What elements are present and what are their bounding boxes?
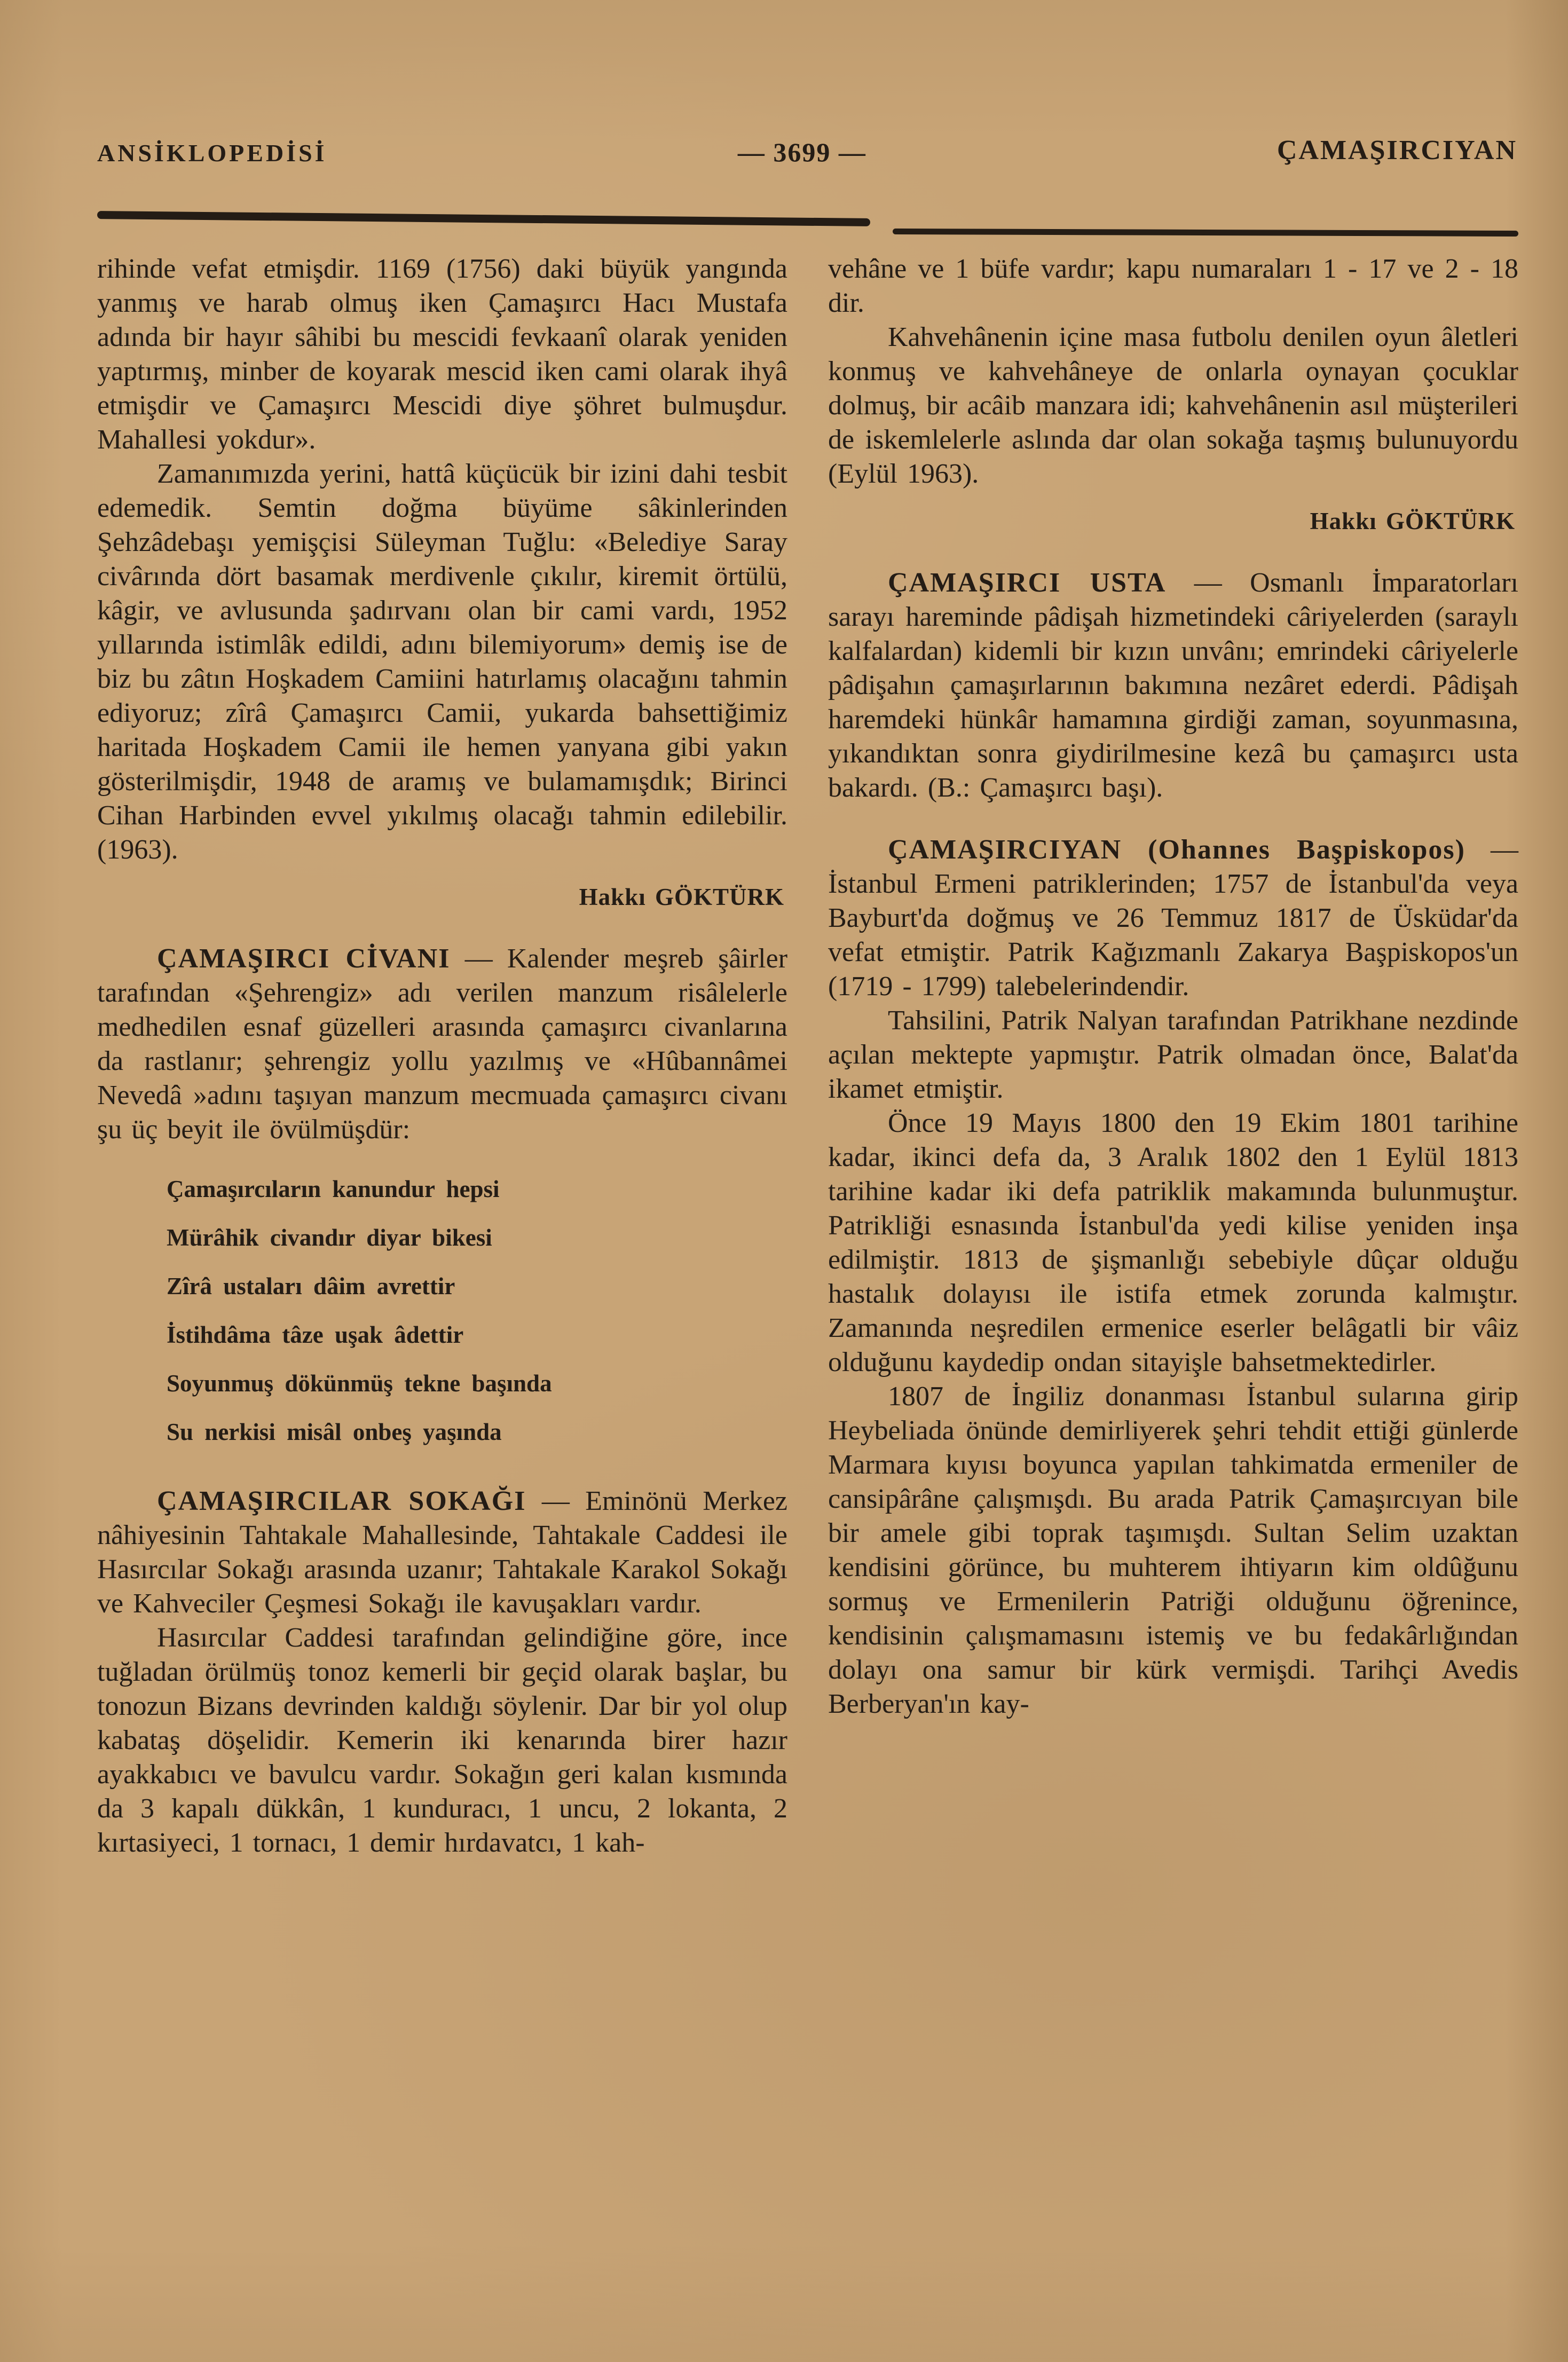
page-columns [97,252,1518,1860]
entry-title: ÇAMAŞIRCI CİVANI [157,943,451,974]
poem-line: Su nerkisi misâl onbeş yaşında [167,1419,502,1445]
entry-text: — Kalender meşreb şâirler tarafından «Şehrengiz» adı verilen manzum risâlelerle medhedilen esnaf güzelleri arasında çamaşırcı civanlarına da rastlanır; şehrengiz yollu yazılmış ve «Hûbannâmei Nevedâ »adını taşıyan manzum mecmuada çamaşırcı civanı şu üç beyit ile övülmüşdür: [97,943,788,1145]
right-column [828,252,1518,1860]
poem-line: İstihdâma tâze uşak âdettir [167,1321,464,1348]
header-rule-right [893,229,1518,237]
entry-title: ÇAMAŞIRCI USTA [888,568,1167,598]
poem-line: Çamaşırcıların kanundur hepsi [167,1176,500,1202]
entry-text: — Osmanlı İmparatorları sarayı hareminde pâdişah hizmetindeki câriyelerden (saraylı kalfalardan) kidemli bir kızın unvânı; emrindeki câriyelerle pâdişahın çamaşırlarının bakımına nezâret ederdi. Pâdişah haremdeki hünkâr hamamına girdiği zaman, soyunmasına, yıkandıktan sonra giydirilmesine kezâ bu çamaşırcı usta bakardı. (B.: Çamaşırcı başı). [828,568,1518,803]
paragraph: 1807 de İngiliz donanması İstanbul sularına girip Heybeliada önünde demirliyerek şehri tehdit ettiği günlerde Marmara kıyısı boyunca yapılan tahkimatda ermeniler de cansipârâne çalışmışdı. Bu arada Patrik Çamaşırcıyan bile bir amele gibi toprak taşımışdı. Sultan Selim uzaktan kendisini görünce, bu muhterem ihtiyarın kim oldûğunu sormuş ve Ermenilerin Patriği olduğunu öğrenince, kendisinin çalışmamasını istemiş ve bu fedakârlığından dolayı ona samur bir kürk vermişdi. Tarihçi Avedis Berberyan'ın kay- [828,1381,1518,1719]
paragraph: Kahvehânenin içine masa futbolu denilen oyun âletleri konmuş ve kahvehâneye de onlarla oynayan çocuklar dolmuş, bir acâib manzara idi; kahvehânenin asıl müşterileri de iskemlelerle aslında dar olan sokağa taşmış bulunuyordu (Eylül 1963). [828,322,1518,489]
paragraph: Hasırcılar Caddesi tarafından gelindiğine göre, ince tuğladan örülmüş tonoz kemerli bir geçid olarak başlar, bu tonozun Bizans devrinden kaldığı söylenir. Dar bir yol olup kabataş döşelidir. Kemerin iki kenarında birer hazır ayakkabıcı ve bavulcu vardır. Sokağın geri kalan kısmında da 3 kapalı dükkân, 1 kunduracı, 1 uncu, 2 lokanta, 2 kırtasiyeci, 1 tornacı, 1 demir hırdavatcı, 1 kah- [97,1623,787,1858]
poem-line: Mürâhik civandır diyar bikesi [167,1224,492,1251]
poem-line: Soyunmuş dökünmüş tekne başında [167,1370,552,1397]
header-title: ANSİKLOPEDİSİ [97,139,327,167]
header-rule-left [97,211,870,226]
author-signature: Hakkı GÖKTÜRK [1310,508,1515,534]
entry-title: ÇAMAŞIRCIYAN (Ohannes Başpiskopos) [888,834,1465,865]
entry-text: — İstanbul Ermeni patriklerinden; 1757 de İstanbul'da veya Bayburt'da doğmuş ve 26 Temmuz 1817 de Üsküdar'da vefat etmiştir. Patrik Kağızmanlı Zakarya Başpiskopos'un (1719 - 1799) talebelerindendir. [828,834,1518,1002]
entry-text: — Eminönü Merkez nâhiyesinin Tahtakale Mahallesinde, Tahtakale Caddesi ile Hasırcılar Sokağı arasında uzanır; Tahtakale Karakol Sokağı ve Kahveciler Çeşmesi Sokağı ile kavuşakları vardır. [97,1486,788,1619]
left-column [97,252,787,1860]
entry-paragraph [828,566,1518,805]
paragraph: Önce 19 Mayıs 1800 den 19 Ekim 1801 tarihine kadar, ikinci defa da, 3 Aralık 1802 den 1 Eylül 1813 tarihine kadar iki defa patriklik makamında bulunmuştur. Patrikliği esnasında İstanbul'da yedi kilise yeniden inşa edilmiştir. 1813 de şişmanlığı sebebiyle dûçar olduğu hastalık dolayısı ile istifa etmek zorunda kalmıştır. Zamanında neşredilen ermenice eserler belâgatli bir vâiz olduğunu kaydedip ondan sitayişle bahsetmektedirler. [828,1108,1518,1377]
author-signature: Hakkı GÖKTÜRK [579,884,784,910]
entry-paragraph [97,942,787,1147]
page-header [97,135,1517,177]
entry-paragraph [97,1484,787,1621]
entry-title: ÇAMAŞIRCILAR SOKAĞI [157,1486,526,1516]
header-keyword: ÇAMAŞIRCIYAN [1277,135,1517,166]
page-number: — 3699 — [737,137,866,167]
poem [167,1165,787,1456]
paragraph: rihinde vefat etmişdir. 1169 (1756) daki büyük yangında yanmış ve harab olmuş iken Çamaşırcı Hacı Mustafa adında bir hayır sâhibi bu mescidi fevkaanî olarak yeniden yaptırmış, minber de koyarak mescid iken cami olarak ihyâ etmişdir ve Çamaşırcı Mescidi diye şöhret bulmuşdur. Mahallesi yokdur». [97,254,787,455]
paragraph: Zamanımızda yerini, hattâ küçücük bir izini dahi tesbit edemedik. Semtin doğma büyüme sâkinlerinden Şehzâdebaşı yemişçisi Süleyman Tuğlu: «Belediye Saray civârında dört basamak merdivenle çıkılır, kiremit örtülü, kâgir, ve avlusunda şadırvanı olan bir cami vardı, 1952 yıllarında istimlâk edildi, adını bilemiyorum» demiş ise de biz bu zâtın Hoşkadem Camiini hatırlamış olacağını tahmin ediyoruz; zîrâ Çamaşırcı Camii, yukarda bahsettiğimiz haritada Hoşkadem Camii ile hemen yanyana gibi yakın gösterilmişdir, 1948 de aramış ve bulamamışdık; Birinci Cihan Harbinden evvel yıkılmış olacağı tahmin edilebilir. (1963). [97,459,787,865]
entry-paragraph [828,833,1518,1004]
paragraph: vehâne ve 1 büfe vardır; kapu numaraları 1 - 17 ve 2 - 18 dir. [828,254,1518,318]
poem-line: Zîrâ ustaları dâim avrettir [167,1273,455,1300]
paragraph: Tahsilini, Patrik Nalyan tarafından Patrikhane nezdinde açılan mektepte yapmıştır. Patrik olmadan önce, Balat'da ikamet etmiştir. [828,1005,1518,1104]
